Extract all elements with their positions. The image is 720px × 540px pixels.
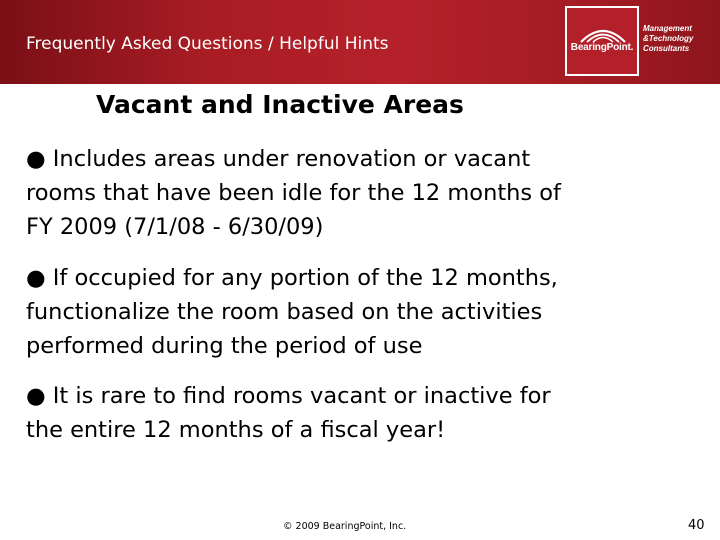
bullet-line: FY 2009 (7/1/08 - 6/30/09) <box>26 214 324 240</box>
bullet-text: Includes areas under renovation or vacant <box>52 146 531 172</box>
bullet-text: It is rare to find rooms vacant or inactive for <box>52 383 551 409</box>
page-number: 40 <box>688 518 705 533</box>
bullet-line <box>26 379 706 413</box>
bullet-marker-icon: ● <box>26 265 46 291</box>
bullet-item <box>26 142 706 244</box>
logo-tagline-line: Consultants <box>643 44 690 53</box>
logo-wordmark: BearingPoint. <box>570 42 634 53</box>
bearingpoint-logo <box>565 6 639 76</box>
bullet-item <box>26 261 706 363</box>
bullet-line: performed during the period of use <box>26 333 423 359</box>
slide-title: Vacant and Inactive Areas <box>96 90 464 119</box>
bullet-line: rooms that have been idle for the 12 months of <box>26 180 561 206</box>
logo-tagline-line: &Technology <box>643 34 694 43</box>
bullet-line: functionalize the room based on the activities <box>26 299 543 325</box>
header-band <box>0 0 720 84</box>
bullet-line <box>26 142 706 176</box>
logo-tagline-line: Management <box>643 24 692 33</box>
bullet-item <box>26 379 706 447</box>
bullet-line: the entire 12 months of a fiscal year! <box>26 417 446 443</box>
bullet-line <box>26 261 706 295</box>
swoosh-logo-icon <box>577 22 629 44</box>
header-title: Frequently Asked Questions / Helpful Hints <box>26 34 389 54</box>
logo-tagline <box>643 24 717 54</box>
bullet-marker-icon: ● <box>26 383 46 409</box>
bullet-marker-icon: ● <box>26 146 46 172</box>
footer-copyright: © 2009 BearingPoint, Inc. <box>283 521 407 532</box>
bullet-text: If occupied for any portion of the 12 months, <box>52 265 558 291</box>
